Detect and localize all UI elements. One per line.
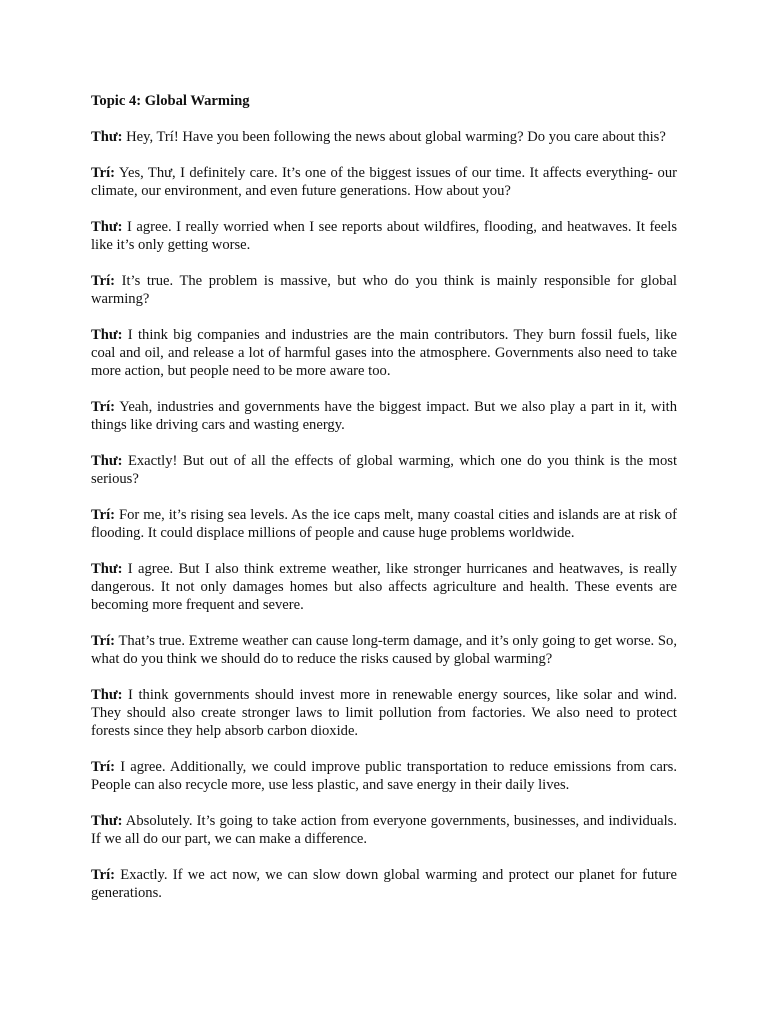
turn-text: That’s true. Extreme weather can cause long-term damage, and it’s only going to get worse. So, what do you think we should do to reduce the risks caused by global warming? <box>91 633 677 667</box>
turn-text: I agree. But I also think extreme weather, like stronger hurricanes and heatwaves, is really dangerous. It not only damages homes but also affects agriculture and health. These events are becoming more frequent and severe. <box>91 561 677 613</box>
dialogue <box>91 128 677 902</box>
turn-text: Yes, Thư, I definitely care. It’s one of the biggest issues of our time. It affects everything- our climate, our environment, and even future generations. How about you? <box>91 165 677 199</box>
speaker-name: Thư: <box>91 453 123 469</box>
dialogue-turn <box>91 164 677 200</box>
turn-text: For me, it’s rising sea levels. As the ice caps melt, many coastal cities and islands are at risk of flooding. It could displace millions of people and cause huge problems worldwide. <box>91 507 677 541</box>
dialogue-turn <box>91 272 677 308</box>
turn-text: Exactly. If we act now, we can slow down global warming and protect our planet for future generations. <box>91 867 677 901</box>
turn-text: Absolutely. It’s going to take action from everyone governments, businesses, and individuals. If we all do our part, we can make a difference. <box>91 813 677 847</box>
speaker-name: Thư: <box>91 129 123 145</box>
dialogue-turn <box>91 632 677 668</box>
dialogue-turn <box>91 128 677 146</box>
dialogue-turn <box>91 866 677 902</box>
dialogue-turn <box>91 398 677 434</box>
dialogue-turn <box>91 452 677 488</box>
turn-text: Exactly! But out of all the effects of global warming, which one do you think is the most serious? <box>91 453 677 487</box>
dialogue-turn <box>91 812 677 848</box>
speaker-name: Thư: <box>91 327 123 343</box>
turn-text: I think big companies and industries are the main contributors. They burn fossil fuels, like coal and oil, and release a lot of harmful gases into the atmosphere. Governments also need to take more action, but people need to be more aware too. <box>91 327 677 379</box>
speaker-name: Trí: <box>91 759 116 775</box>
speaker-name: Thư: <box>91 687 123 703</box>
turn-text: I agree. Additionally, we could improve public transportation to reduce emissions from cars. People can also recycle more, use less plastic, and save energy in their daily lives. <box>91 759 677 793</box>
speaker-name: Trí: <box>91 165 116 181</box>
dialogue-turn <box>91 686 677 740</box>
speaker-name: Trí: <box>91 507 116 523</box>
speaker-name: Trí: <box>91 867 116 883</box>
dialogue-turn <box>91 506 677 542</box>
turn-text: I think governments should invest more in renewable energy sources, like solar and wind. They should also create stronger laws to limit pollution from factories. We also need to protect forests since they help absorb carbon dioxide. <box>91 687 677 739</box>
turn-text: Hey, Trí! Have you been following the news about global warming? Do you care about this? <box>122 129 666 145</box>
document-title: Topic 4: Global Warming <box>91 93 250 109</box>
speaker-name: Thư: <box>91 219 123 235</box>
dialogue-turn <box>91 758 677 794</box>
speaker-name: Thư: <box>91 813 123 829</box>
turn-text: Yeah, industries and governments have the biggest impact. But we also play a part in it, with things like driving cars and wasting energy. <box>91 399 677 433</box>
speaker-name: Thư: <box>91 561 123 577</box>
document-page <box>91 92 677 920</box>
speaker-name: Trí: <box>91 399 116 415</box>
dialogue-turn <box>91 560 677 614</box>
speaker-name: Trí: <box>91 273 116 289</box>
dialogue-turn <box>91 218 677 254</box>
turn-text: It’s true. The problem is massive, but who do you think is mainly responsible for global warming? <box>91 273 677 307</box>
turn-text: I agree. I really worried when I see reports about wildfires, flooding, and heatwaves. It feels like it’s only getting worse. <box>91 219 677 253</box>
dialogue-turn <box>91 326 677 380</box>
speaker-name: Trí: <box>91 633 116 649</box>
